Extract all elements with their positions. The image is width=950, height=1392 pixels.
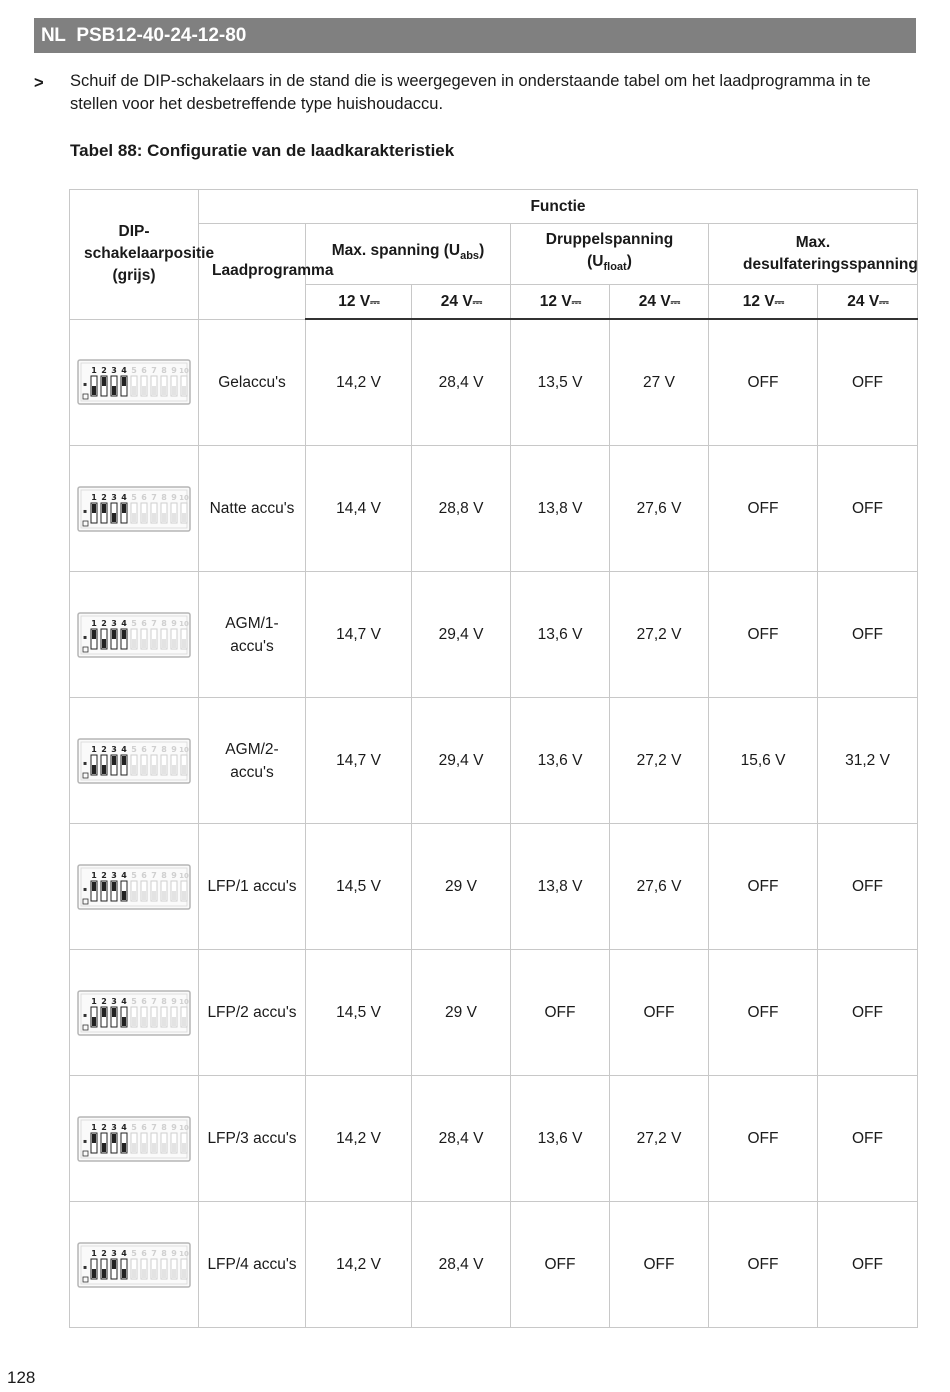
value-cell-des24: OFF [818,1076,918,1202]
svg-text:6: 6 [141,618,147,628]
svg-text:3: 3 [111,744,117,754]
program-cell: AGM/1-accu's [199,572,306,698]
instruction-step [34,70,914,116]
svg-text:7: 7 [151,996,157,1006]
svg-text:2: 2 [101,1248,107,1258]
value-cell-des12: OFF [709,1076,818,1202]
svg-text:5: 5 [131,870,137,880]
col-header-24v: 24 V⎓ [818,285,918,320]
value-cell-drip24: 27,2 V [610,698,709,824]
svg-text:▪: ▪ [83,507,88,515]
value-cell-max24: 28,4 V [412,1202,511,1328]
dip-switch-cell [70,572,199,698]
svg-text:9: 9 [171,366,177,376]
value-cell-drip12: 13,6 V [511,1076,610,1202]
svg-text:7: 7 [151,870,157,880]
model-number: PSB12-40-24-12-80 [76,24,247,46]
value-cell-des24: 31,2 V [818,698,918,824]
svg-text:▪: ▪ [83,1011,88,1019]
value-cell-des24: OFF [818,446,918,572]
svg-text:3: 3 [111,1248,117,1258]
svg-text:▪: ▪ [83,381,88,389]
dip-switch-cell [70,950,199,1076]
value-cell-max12: 14,2 V [306,1076,412,1202]
value-cell-des12: OFF [709,824,818,950]
table-row [70,446,918,572]
col-header-12v: 12 V⎓ [511,285,610,320]
dip-switch-icon [77,359,191,405]
language-code: NL [41,24,66,46]
svg-text:▪: ▪ [83,1263,88,1271]
svg-text:▪: ▪ [83,885,88,893]
svg-text:1: 1 [91,996,97,1006]
col-header-12v: 12 V⎓ [709,285,818,320]
dip-switch-cell [70,698,199,824]
dip-switch-cell [70,1202,199,1328]
svg-text:1: 1 [91,744,97,754]
dip-switch-icon [77,990,191,1036]
svg-text:10: 10 [179,1249,189,1258]
header-bar [34,18,916,53]
svg-text:8: 8 [161,618,167,628]
charging-config-table [69,189,918,1328]
svg-text:6: 6 [141,492,147,502]
value-cell-max12: 14,2 V [306,1202,412,1328]
program-cell: AGM/2-accu's [199,698,306,824]
svg-text:2: 2 [101,366,107,376]
svg-text:2: 2 [101,870,107,880]
svg-text:2: 2 [101,618,107,628]
svg-text:7: 7 [151,492,157,502]
svg-text:5: 5 [131,996,137,1006]
program-cell: LFP/1 accu's [199,824,306,950]
svg-text:9: 9 [171,870,177,880]
svg-text:7: 7 [151,1248,157,1258]
svg-text:8: 8 [161,492,167,502]
dip-switch-cell [70,824,199,950]
svg-text:9: 9 [171,1122,177,1132]
svg-text:7: 7 [151,366,157,376]
svg-text:2: 2 [101,1122,107,1132]
svg-text:6: 6 [141,870,147,880]
value-cell-drip12: 13,8 V [511,824,610,950]
svg-text:1: 1 [91,870,97,880]
svg-text:10: 10 [179,871,189,880]
value-cell-des12: OFF [709,319,818,446]
value-cell-des12: OFF [709,446,818,572]
col-header-drip-voltage: Druppelspanning $(U_{float})$ [511,224,709,285]
svg-text:10: 10 [179,745,189,754]
svg-text:7: 7 [151,618,157,628]
svg-text:8: 8 [161,744,167,754]
svg-text:10: 10 [179,367,189,376]
col-header-functie: Functie [199,190,918,224]
value-cell-des12: OFF [709,1202,818,1328]
svg-text:5: 5 [131,1122,137,1132]
svg-text:5: 5 [131,744,137,754]
svg-text:6: 6 [141,1122,147,1132]
svg-text:6: 6 [141,366,147,376]
col-header-24v: 24 V⎓ [610,285,709,320]
svg-text:9: 9 [171,1248,177,1258]
value-cell-drip12: OFF [511,1202,610,1328]
page-number: 128 [7,1368,36,1387]
value-cell-max12: 14,7 V [306,698,412,824]
value-cell-des24: OFF [818,950,918,1076]
dip-switch-icon [77,1116,191,1162]
value-cell-des24: OFF [818,824,918,950]
value-cell-max24: 29 V [412,950,511,1076]
value-cell-max24: 28,8 V [412,446,511,572]
svg-text:5: 5 [131,1248,137,1258]
svg-text:3: 3 [111,618,117,628]
svg-text:8: 8 [161,870,167,880]
svg-text:4: 4 [121,366,127,376]
svg-text:1: 1 [91,1122,97,1132]
table-caption: Tabel 88: Configuratie van de laadkarakteristiek [70,141,455,160]
svg-text:▪: ▪ [83,759,88,767]
value-cell-des24: OFF [818,319,918,446]
svg-text:4: 4 [121,492,127,502]
col-header-program: Laadprogramma [199,224,306,320]
value-cell-drip24: 27 V [610,319,709,446]
program-cell: Natte accu's [199,446,306,572]
svg-text:10: 10 [179,493,189,502]
col-header-desulf-voltage: Max. desulfateringsspanning [709,224,918,285]
svg-text:1: 1 [91,618,97,628]
program-cell: Gelaccu's [199,319,306,446]
value-cell-drip12: 13,6 V [511,572,610,698]
value-cell-max12: 14,5 V [306,824,412,950]
svg-text:4: 4 [121,744,127,754]
dip-switch-icon [77,486,191,532]
value-cell-drip12: 13,5 V [511,319,610,446]
dip-switch-cell [70,1076,199,1202]
program-cell: LFP/2 accu's [199,950,306,1076]
svg-text:4: 4 [121,996,127,1006]
dip-switch-cell [70,446,199,572]
table-row [70,950,918,1076]
svg-text:2: 2 [101,996,107,1006]
table-row [70,698,918,824]
value-cell-max24: 28,4 V [412,1076,511,1202]
svg-text:1: 1 [91,492,97,502]
svg-text:8: 8 [161,366,167,376]
value-cell-drip24: 27,6 V [610,446,709,572]
svg-text:7: 7 [151,744,157,754]
dip-switch-icon [77,738,191,784]
value-cell-max12: 14,2 V [306,319,412,446]
svg-text:7: 7 [151,1122,157,1132]
value-cell-max24: 28,4 V [412,319,511,446]
value-cell-des12: OFF [709,950,818,1076]
dip-switch-cell [70,319,199,446]
value-cell-drip24: 27,2 V [610,1076,709,1202]
svg-text:9: 9 [171,618,177,628]
svg-text:6: 6 [141,1248,147,1258]
table-row [70,572,918,698]
svg-text:10: 10 [179,997,189,1006]
svg-text:6: 6 [141,744,147,754]
dip-switch-icon [77,612,191,658]
svg-text:3: 3 [111,870,117,880]
value-cell-des12: 15,6 V [709,698,818,824]
svg-text:6: 6 [141,996,147,1006]
svg-text:2: 2 [101,492,107,502]
value-cell-max24: 29,4 V [412,572,511,698]
col-header-24v: 24 V⎓ [412,285,511,320]
value-cell-drip12: 13,8 V [511,446,610,572]
value-cell-drip24: 27,2 V [610,572,709,698]
svg-text:5: 5 [131,366,137,376]
svg-text:10: 10 [179,1123,189,1132]
value-cell-drip24: OFF [610,1202,709,1328]
col-header-max-voltage: Max. spanning $(U_{abs})$ [306,224,511,285]
value-cell-des12: OFF [709,572,818,698]
svg-text:9: 9 [171,744,177,754]
svg-text:3: 3 [111,996,117,1006]
svg-text:1: 1 [91,366,97,376]
svg-text:4: 4 [121,1248,127,1258]
value-cell-drip12: 13,6 V [511,698,610,824]
instruction-text: Schuif de DIP-schakelaars in de stand die is weergegeven in onderstaande tabel om het laadprogramma in te stellen voor het desbetreffende type huishoudaccu. [70,72,871,113]
value-cell-des24: OFF [818,1202,918,1328]
value-cell-drip24: 27,6 V [610,824,709,950]
svg-text:4: 4 [121,618,127,628]
program-cell: LFP/3 accu's [199,1076,306,1202]
table-row [70,824,918,950]
table-row [70,319,918,446]
svg-text:4: 4 [121,1122,127,1132]
svg-text:8: 8 [161,1248,167,1258]
svg-text:10: 10 [179,619,189,628]
value-cell-max12: 14,7 V [306,572,412,698]
value-cell-drip24: OFF [610,950,709,1076]
dip-switch-icon [77,864,191,910]
program-cell: LFP/4 accu's [199,1202,306,1328]
svg-text:5: 5 [131,618,137,628]
value-cell-max12: 14,4 V [306,446,412,572]
value-cell-max12: 14,5 V [306,950,412,1076]
value-cell-max24: 29,4 V [412,698,511,824]
step-bullet: > [34,74,44,92]
svg-text:1: 1 [91,1248,97,1258]
svg-text:3: 3 [111,366,117,376]
table-row [70,1076,918,1202]
svg-text:▪: ▪ [83,1137,88,1145]
svg-text:3: 3 [111,1122,117,1132]
svg-text:8: 8 [161,1122,167,1132]
svg-text:4: 4 [121,870,127,880]
svg-text:8: 8 [161,996,167,1006]
value-cell-drip12: OFF [511,950,610,1076]
value-cell-des24: OFF [818,572,918,698]
svg-text:▪: ▪ [83,633,88,641]
value-cell-max24: 29 V [412,824,511,950]
col-header-12v: 12 V⎓ [306,285,412,320]
svg-text:9: 9 [171,492,177,502]
col-header-dip: DIP-schakelaarpositie (grijs) [70,190,199,320]
dip-switch-icon [77,1242,191,1288]
svg-text:5: 5 [131,492,137,502]
svg-text:2: 2 [101,744,107,754]
svg-text:3: 3 [111,492,117,502]
svg-text:9: 9 [171,996,177,1006]
table-row [70,1202,918,1328]
